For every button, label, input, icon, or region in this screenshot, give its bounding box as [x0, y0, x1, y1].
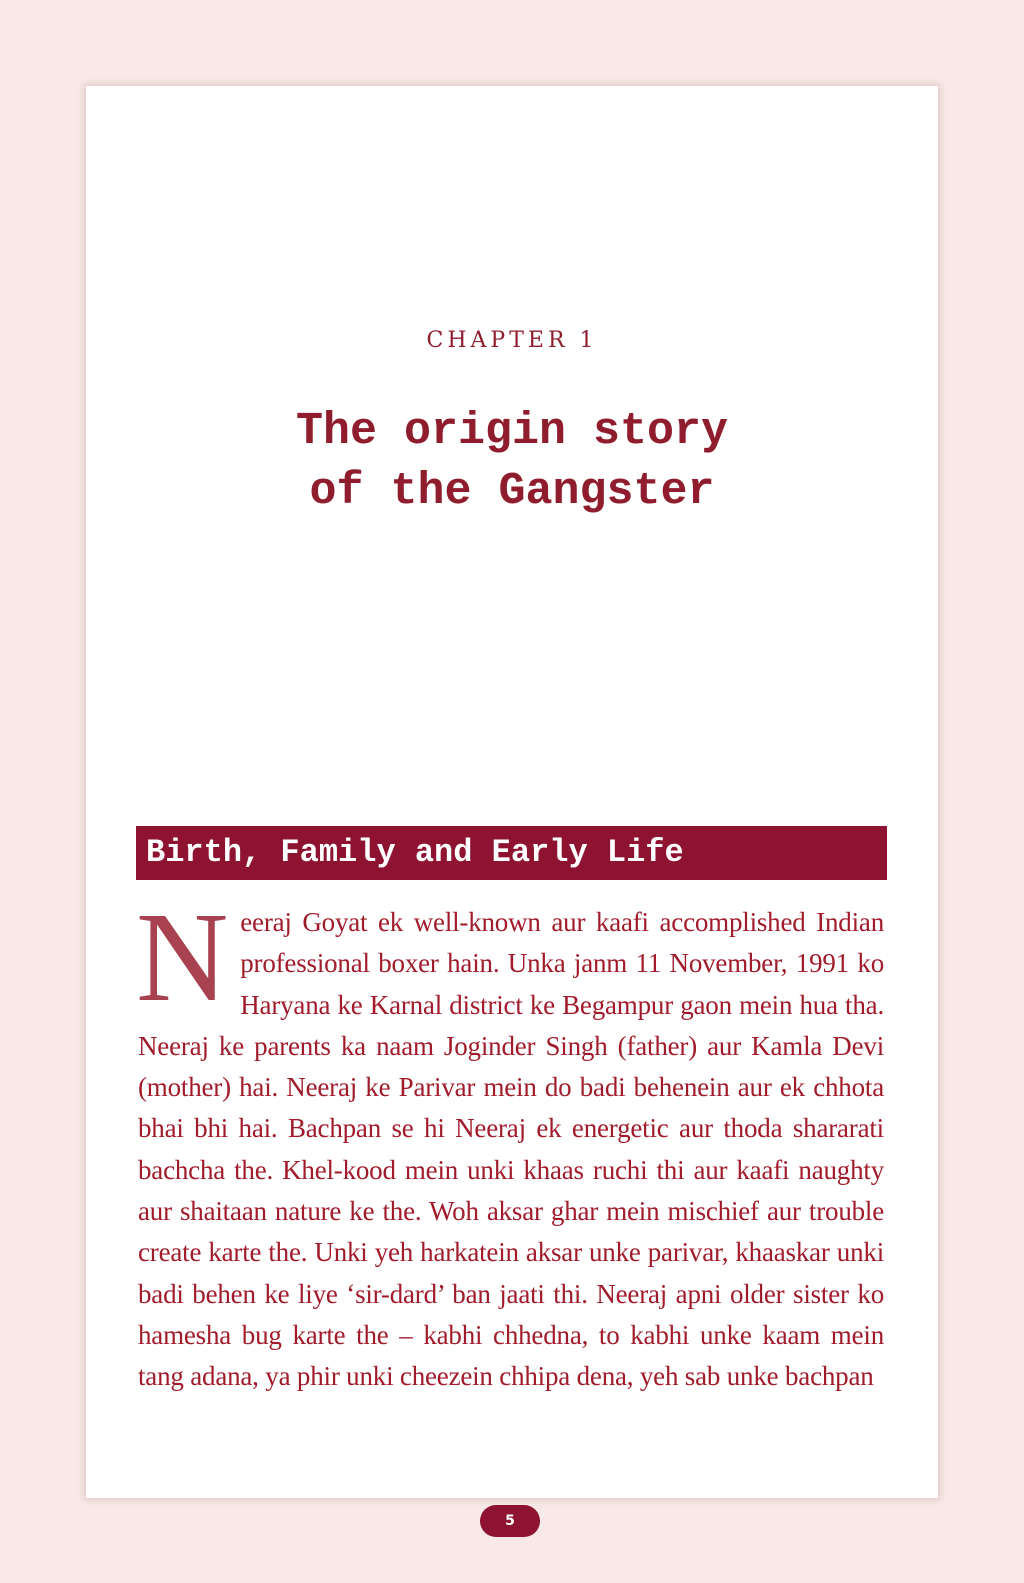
section-heading: Birth, Family and Early Life — [136, 826, 887, 880]
chapter-label: CHAPTER 1 — [426, 328, 598, 353]
paragraph-text: eeraj Goyat ek well-known aur kaafi accomplished Indian professional boxer hain. Unka janm 11 November, 1991 ko Haryana ke Karnal district ke Begampur gaon mein hua tha. Neeraj ke parents ka naam Joginder Singh (father) aur Kamla Devi (mother) hai. Neeraj ke Parivar mein do badi behenein aur ek chhota bhai bhi hai. Bachpan se hi Neeraj ek energetic aur thoda shararati bachcha the. Khel-kood mein unki khaas ruchi thi aur kaafi naughty aur shaitaan nature ke the. Woh aksar ghar mein mischief aur trouble create karte the. Unki yeh harkatein aksar unke parivar, khaaskar unki badi behen ke liye ‘sir-dard’ ban jaati thi. Neeraj apni older sister ko hamesha bug karte the – kabhi chhedna, to kabhi unke kaam mein tang adana, ya phir unki cheezein chhipa dena, yeh sab unke bachpan — [138, 907, 884, 1392]
page-number-badge: 5 — [480, 1505, 540, 1537]
book-page — [86, 86, 938, 1498]
body-paragraph — [136, 886, 884, 1398]
chapter-title-line-1: The origin story — [295, 406, 729, 457]
drop-cap: N — [136, 886, 229, 1028]
chapter-title-line-2: of the Gangster — [309, 466, 715, 517]
chapter-title — [86, 402, 938, 522]
